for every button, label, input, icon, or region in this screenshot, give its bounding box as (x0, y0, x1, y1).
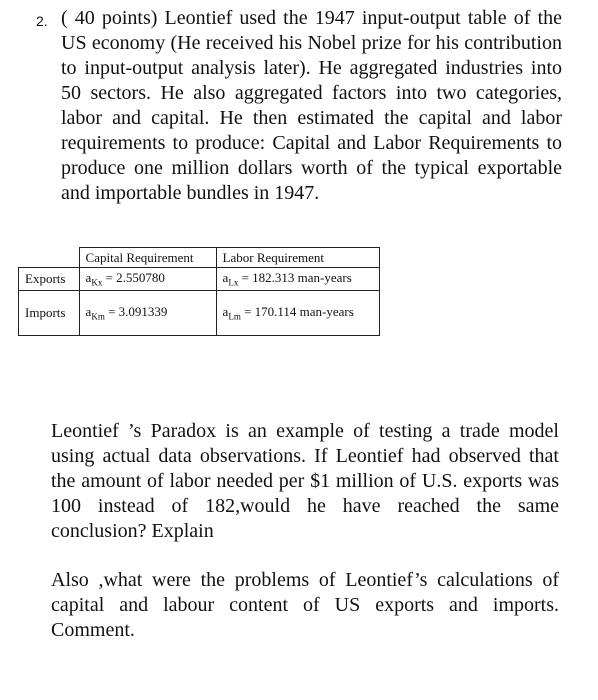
cell-value: = 170.114 man-years (244, 304, 354, 320)
cell-value: = 2.550780 (105, 270, 165, 286)
header-blank-cell (19, 248, 80, 268)
table-header-row (19, 248, 380, 268)
capital-cell-imports (79, 291, 216, 336)
question-block (36, 6, 562, 206)
requirements-table (18, 247, 380, 336)
header-labor: Labor Requirement (216, 248, 379, 268)
labor-cell-exports (216, 268, 379, 291)
var-symbol: a (85, 270, 92, 286)
capital-cell-exports (79, 268, 216, 291)
table-row (19, 291, 380, 336)
var-symbol: a (222, 270, 229, 286)
cell-value: = 3.091339 (108, 304, 168, 320)
cell-value: = 182.313 man-years (241, 270, 352, 286)
question-text: ( 40 points) Leontief used the 1947 input-output table of the US economy (He received his Nobel prize for his contribution to input-output analysis later). He aggregated industries into 50 sectors. He also aggregated factors into two categories, labor and capital. He then estimated the capital and labor requirements to produce: Capital and Labor Requirements to produce one million dollars worth of the typical exportable and importable bundles in 1947. (61, 7, 562, 204)
var-symbol: a (222, 304, 229, 320)
table-row (19, 268, 380, 291)
var-subscript: Lm (228, 311, 241, 322)
var-subscript: Km (91, 311, 105, 322)
row-label-exports: Exports (19, 268, 80, 291)
question-number: 2. (36, 13, 48, 29)
header-capital: Capital Requirement (79, 248, 216, 268)
labor-cell-imports (216, 291, 379, 336)
row-label-imports: Imports (19, 291, 80, 336)
var-subscript: Lx (228, 277, 239, 288)
problems-question: Also ,what were the problems of Leontief’s calculations of capital and labour content of US exports and imports. Comment. (51, 569, 559, 641)
var-symbol: a (85, 304, 92, 320)
var-subscript: Kx (91, 277, 103, 288)
paradox-question: Leontief ’s Paradox is an example of testing a trade model using actual data observations. If Leontief had observed that the amount of labor needed per $1 million of U.S. exports was 100 instead of 182,would he have reached the same conclusion? Explain (51, 420, 559, 542)
